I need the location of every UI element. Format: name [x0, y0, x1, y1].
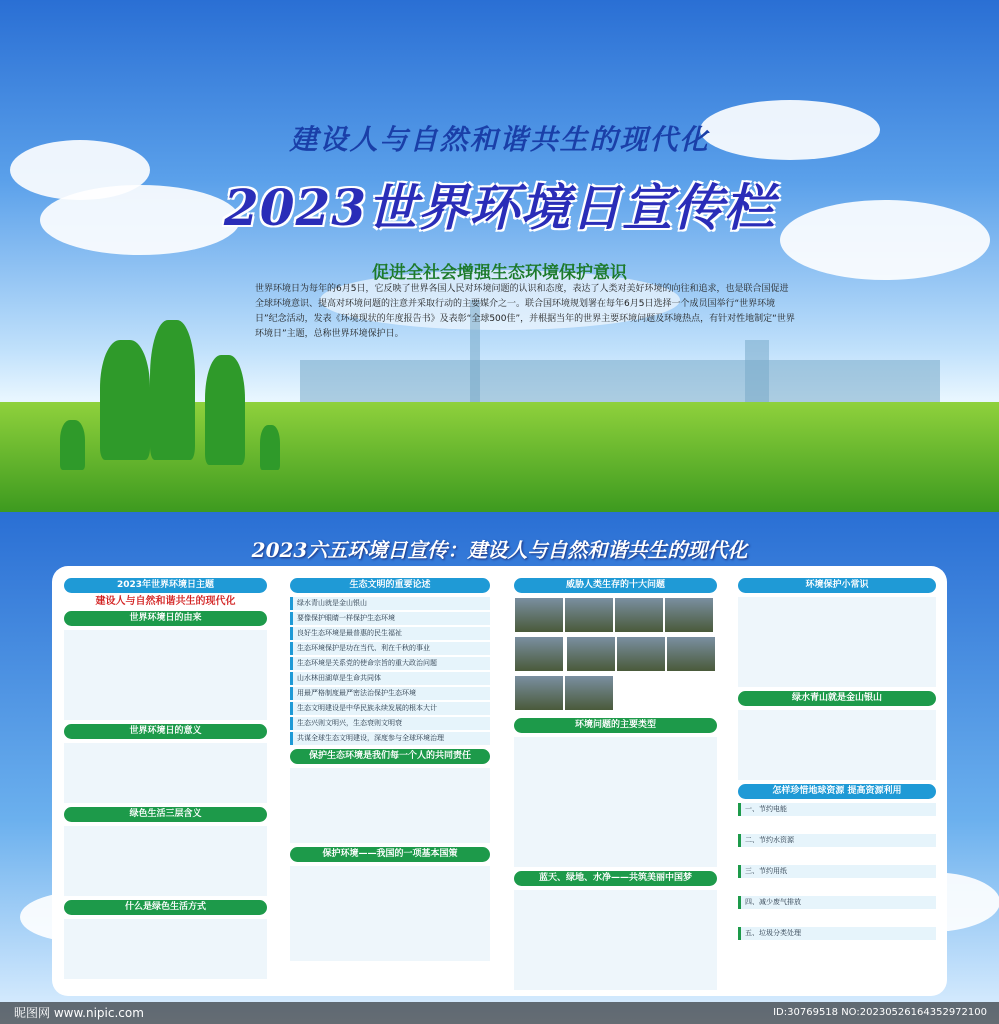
section-heading: 绿水青山就是金山银山	[738, 691, 936, 706]
tips-list	[732, 803, 942, 940]
threat-photo	[617, 637, 665, 671]
threat-photo	[565, 676, 613, 710]
theme-text: 建设人与自然和谐共生的现代化	[95, 596, 236, 607]
ecology-item: 山水林田湖草是生命共同体	[290, 672, 490, 685]
tip-heading: 五、垃圾分类处理	[738, 927, 936, 940]
section-heading: 保护环境——我国的一项基本国策	[290, 847, 490, 862]
threat-photo	[665, 598, 713, 632]
ecology-item: 生态文明建设是中华民族永续发展的根本大计	[290, 702, 490, 715]
text-block	[514, 737, 717, 867]
ecology-item: 用最严格制度最严密法治保护生态环境	[290, 687, 490, 700]
threat-photo	[615, 598, 663, 632]
subtitle: 促进全社会增强生态环境保护意识	[372, 263, 627, 283]
section-heading: 什么是绿色生活方式	[64, 900, 267, 915]
text-block	[290, 768, 490, 843]
text-block	[514, 890, 717, 990]
text-block	[64, 743, 267, 803]
threat-photo	[567, 637, 615, 671]
column-theme	[58, 574, 273, 981]
intro-text: 世界环境日为每年的6月5日，它反映了世界各国人民对环境问题的认识和态度，表达了人类对美好环境的向往和追求，也是联合国促进全球环境意识、提高对环境问题的注意并采取行动的主要媒介之一。联合国环境规划署在每年6月5日选择一个成员国举行“世界环境日”纪念活动，发表《环境现状的年度报告书》及表彰“全球500佳”，并根据当年的世界主要环境问题及环境热点，有针对性地制定“世界环境日”主题，总称世界环境保护日。	[255, 284, 795, 339]
section-heading: 蓝天、绿地、水净——共筑美丽中国梦	[514, 871, 717, 886]
ecology-item: 要像保护眼睛一样保护生态环境	[290, 612, 490, 625]
text-block	[64, 919, 267, 979]
text-block	[738, 597, 936, 687]
runner-silhouette	[60, 420, 85, 470]
section-heading: 怎样珍惜地球资源 提高资源利用	[738, 784, 936, 799]
tip-heading: 四、减少废气排放	[738, 896, 936, 909]
text-block	[290, 866, 490, 961]
section-heading: 生态文明的重要论述	[290, 578, 490, 593]
section-heading: 环境问题的主要类型	[514, 718, 717, 733]
section-heading: 2023年世界环境日主题	[64, 578, 267, 593]
column-threats	[508, 574, 723, 992]
section-heading: 环境保护小常识	[738, 578, 936, 593]
slogan: 建设人与自然和谐共生的现代化	[289, 123, 710, 156]
page-title: 2023世界环境日宣传栏	[223, 178, 776, 237]
ecology-list	[284, 597, 496, 745]
threat-photo	[515, 598, 563, 632]
runner-silhouette	[150, 320, 195, 460]
watermark-id: ID:30769518 NO:20230526164352972100	[773, 1007, 987, 1018]
ecology-item: 共谋全球生态文明建设，深度参与全球环境治理	[290, 732, 490, 745]
runner-silhouette	[100, 340, 150, 460]
text-block	[64, 826, 267, 896]
section-heading: 绿色生活三层含义	[64, 807, 267, 822]
section-heading: 世界环境日的由来	[64, 611, 267, 626]
column-tips	[732, 574, 942, 958]
photo-grid	[514, 597, 717, 714]
watermark-site: 昵图网 www.nipic.com	[14, 1006, 144, 1020]
section-heading: 世界环境日的意义	[64, 724, 267, 739]
ecology-item: 良好生态环境是最普惠的民生福祉	[290, 627, 490, 640]
tip-heading: 二、节约水资源	[738, 834, 936, 847]
runner-silhouette	[260, 425, 280, 470]
threat-photo	[515, 676, 563, 710]
column-ecology	[284, 574, 496, 963]
runner-silhouette	[205, 355, 245, 465]
ecology-item: 绿水青山就是金山银山	[290, 597, 490, 610]
board-title: 2023六五环境日宣传：建设人与自然和谐共生的现代化	[251, 538, 748, 562]
threat-photo	[565, 598, 613, 632]
watermark-bar	[0, 1002, 999, 1024]
section-heading: 威胁人类生存的十大问题	[514, 578, 717, 593]
tip-heading: 三、节约用纸	[738, 865, 936, 878]
ecology-item: 生态兴则文明兴，生态衰则文明衰	[290, 717, 490, 730]
section-heading: 保护生态环境是我们每一个人的共同责任	[290, 749, 490, 764]
text-block	[64, 630, 267, 720]
threat-photo	[515, 637, 563, 671]
tip-heading: 一、节约电能	[738, 803, 936, 816]
threat-photo	[667, 637, 715, 671]
ecology-item: 生态环境保护是功在当代、利在千秋的事业	[290, 642, 490, 655]
ecology-item: 生态环境是关系党的使命宗旨的重大政治问题	[290, 657, 490, 670]
text-block	[738, 710, 936, 780]
